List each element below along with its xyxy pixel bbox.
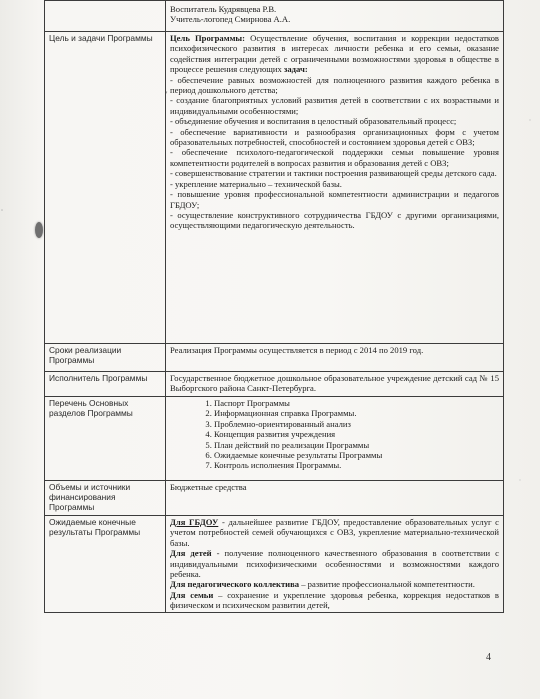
list-item: 3. Проблемно-ориентированный анализ: [214, 419, 499, 429]
result-item: [170, 548, 499, 579]
result-head: Для детей: [170, 548, 212, 559]
binder-hole: [35, 222, 43, 238]
task-item: - создание благоприятных условий развития детей в соответствии с их возрастными и индивидуальными особенностями;: [170, 95, 499, 116]
tasks-title: задач: [283, 64, 305, 75]
table-row: [45, 32, 504, 344]
task-item: - обеспечение психолого-педагогической поддержки семьи повышение уровня компетентности родителей в вопросах развития и образования детей с ОВЗ;: [170, 147, 499, 168]
row-label: Цель и задачи Программы: [45, 32, 166, 344]
list-item: 7. Контроль исполнения Программы.: [214, 460, 499, 470]
result-head: Для педагогического коллектива: [170, 579, 300, 590]
list-item: 4. Концепция развития учреждения: [214, 429, 499, 439]
result-item: [170, 579, 499, 589]
goals-cell: Цель Программы: Осуществление обучения, воспитания и коррекции недостатков психофизического развития в интересах личности ребенка и его семьи, оказание содействия интеграции детей с ограниченными возможностями здоровья в обществе в процессе решения следующих задач: - обеспечение равных возможностей для полноценного развития каждого ребенка в период дошкольного детства; - создание благоприятных условий развития детей в соответствии с их возрастными и индивидуальными особенностями; - объединение обучения и воспитания в целостный образовательный процесс; - обеспечение вариативности и разнообразия организационных форм с учетом образовательных потребностей, способностей и состоянием здоровья детей с ОВЗ; - обеспечение психолого-педагогической поддержки семьи повышение уровня компетентности родителей в вопросах развития и образования детей с ОВЗ; - совершенствование стратегии и тактики построения развивающей среды детского сада. - укрепление материально – технической базы. - повышение уровня профессиональной компетентности администрации и педагогов ГБДОУ; - осуществление конструктивного сотрудничества ГБДОУ с другими организациями, осуществляющими педагогическую деятельность.: [166, 32, 504, 344]
row-label: Объемы и источники финансирования Программы: [45, 481, 166, 516]
program-passport-table: [44, 0, 504, 613]
author-line: Учитель-логопед Смирнова А.А.: [170, 14, 291, 25]
result-head: Для семьи: [170, 589, 214, 600]
executor-cell: Государственное бюджетное дошкольное образовательное учреждение детский сад № 15 Выборгского района Санкт-Петербурга.: [166, 372, 504, 397]
authors-cell: [166, 1, 504, 32]
table-row: [45, 397, 504, 481]
table-row: [45, 481, 504, 516]
goal-text: Осуществление обучения, воспитания и коррекции недостатков психофизического развития в интересах личности ребенка и его семьи, оказание содействия интеграции детей с ограниченными возможностями здоровья в обществе в процессе решения следующих: [170, 33, 499, 75]
task-item: - укрепление материально – технической базы.: [170, 178, 342, 189]
table-row: [45, 516, 504, 613]
pen-mark: ': [166, 90, 168, 99]
list-item: 6. Ожидаемые конечные результаты Программы: [214, 450, 499, 460]
author-line: Воспитатель Кудрявцева Р.В.: [170, 4, 277, 14]
result-item: [170, 517, 499, 548]
goal-title: Цель Программы:: [170, 33, 246, 43]
result-text: – сохранение и укрепление здоровья ребенка, коррекция недостатков в физическом и психическом развитии детей,: [170, 589, 499, 611]
result-text: – развитие профессиональной компетентности.: [299, 579, 475, 590]
list-item: 2. Информационная справка Программы.: [214, 408, 499, 418]
task-item: - осуществление конструктивного сотрудничества ГБДОУ с другими организациями, осуществляющими педагогическую деятельность.: [170, 209, 499, 231]
result-head: Для ГБДОУ: [170, 517, 219, 527]
table-row: [45, 372, 504, 397]
list-item: 5. План действий по реализации Программы: [214, 440, 499, 450]
empty-label-cell: [45, 1, 166, 32]
funding-cell: Бюджетные средства: [166, 481, 504, 516]
result-item: [170, 590, 499, 611]
results-cell: [166, 516, 504, 613]
list-item: 1. Паспорт Программы: [214, 398, 499, 408]
row-label: Сроки реализации Программы: [45, 344, 166, 372]
result-text: - дальнейшее развитие ГБДОУ, предоставление образовательных услуг с учетом потребностей семей обучающихся с ОВЗ, укрепление материально-технической базы.: [170, 517, 499, 548]
task-item: - совершенствование стратегии и тактики построения развивающей среды детского сада.: [170, 168, 497, 179]
task-item: - объединение обучения и воспитания в целостный образовательный процесс;: [170, 116, 457, 127]
terms-cell: Реализация Программы осуществляется в период с 2014 по 2019 год.: [166, 344, 504, 372]
task-item: - повышение уровня профессиональной компетентности администрации и педагогов ГБДОУ;: [170, 189, 499, 210]
task-item: - обеспечение равных возможностей для полноценного развития каждого ребенка в период дошкольного детства;: [170, 74, 499, 96]
page-number: 4: [486, 652, 491, 663]
row-label: Исполнитель Программы: [45, 372, 166, 397]
row-label: Перечень Основных разделов Программы: [45, 397, 166, 481]
sections-list: [170, 398, 499, 471]
task-item: - обеспечение вариативности и разнообразия организационных форм с учетом образовательных потребностей, способностей и состоянием здоровья детей с ОВЗ;: [170, 126, 499, 148]
result-text: - получение полноценного качественного образования в соответствии с индивидуальными психофизическими особенностями и возможностями каждого ребенка.: [170, 548, 499, 580]
row-label: Ожидаемые конечные результаты Программы: [45, 516, 166, 613]
sections-cell: [166, 397, 504, 481]
table-row: [45, 1, 504, 32]
table-row: [45, 344, 504, 372]
